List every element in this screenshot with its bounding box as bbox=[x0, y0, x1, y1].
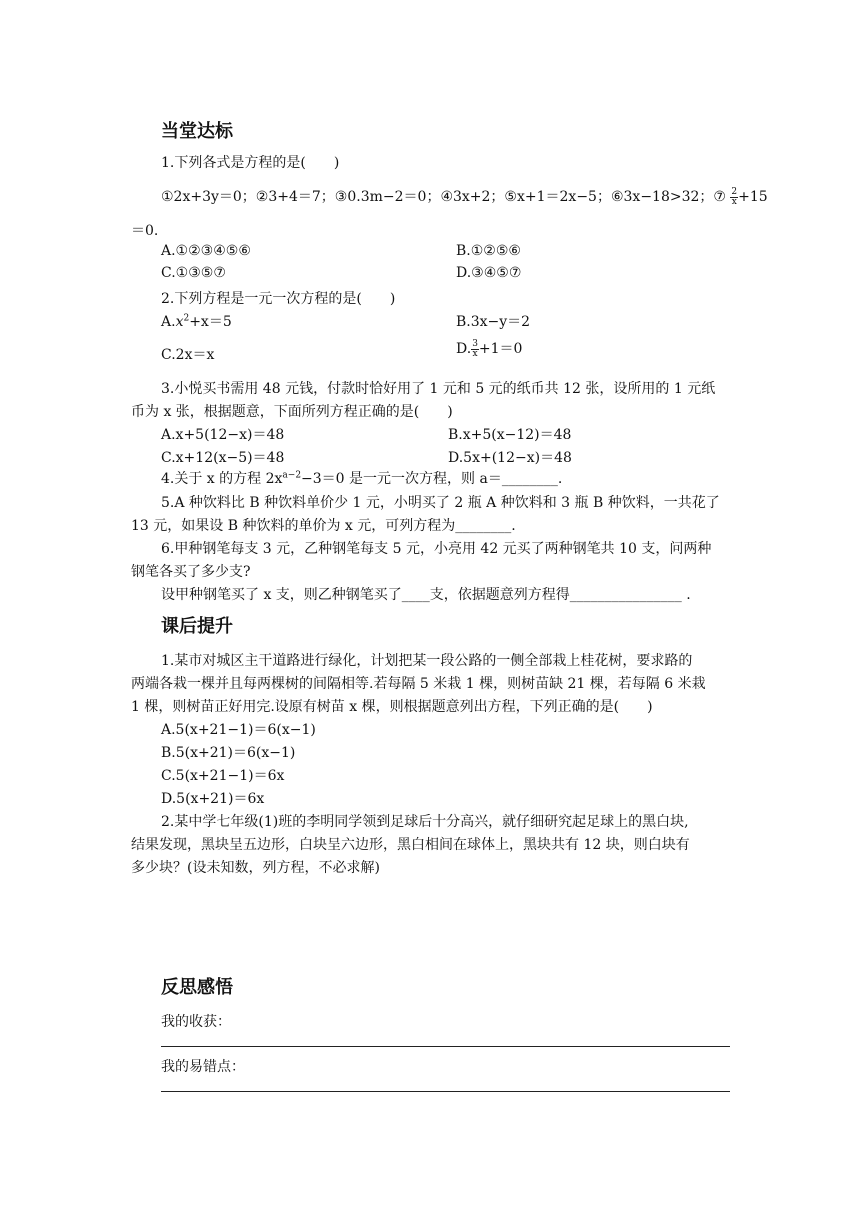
p1-line3: 1 棵，则树苗正好用完.设原有树苗 x 棵，则根据题意列出方程，下列正确的是( ) bbox=[131, 699, 653, 715]
p1-line1: 1.某市对城区主干道路进行绿化，计划把某一段公路的一侧全部栽上桂花树，要求路的 bbox=[161, 653, 693, 669]
q1-option-c: C.①③⑤⑦ bbox=[161, 265, 226, 281]
p2-line3: 多少块？(设未知数，列方程，不必求解) bbox=[131, 860, 380, 876]
gain-answer-line bbox=[161, 1046, 730, 1047]
p1-option-b: B.5(x+21)＝6(x−1) bbox=[161, 745, 296, 761]
q6-line1: 6.甲种钢笔每支 3 元，乙种钢笔每支 5 元，小亮用 42 元买了两种钢笔共 10 支，问两种 bbox=[161, 541, 712, 557]
q1-option-b: B.①②⑤⑥ bbox=[456, 243, 521, 259]
q1-items-tail: +15 bbox=[738, 189, 768, 205]
q2-a-rest: +x＝5 bbox=[189, 314, 232, 330]
section-title-practice: 当堂达标 bbox=[161, 121, 233, 142]
q1-stem: 1.下列各式是方程的是( ) bbox=[161, 155, 340, 171]
q1-items bbox=[161, 186, 768, 207]
q2-a-prefix: A. bbox=[161, 314, 176, 330]
mistake-answer-line bbox=[161, 1091, 730, 1092]
q4-exponent: a−2 bbox=[282, 470, 302, 481]
q2-option-a: $A.x^2+x=5$ bbox=[161, 313, 232, 330]
section-title-after-class: 课后提升 bbox=[161, 616, 233, 637]
p1-option-d: D.5(x+21)＝6x bbox=[161, 791, 265, 807]
q4-prefix: 4.关于 x 的方程 2x bbox=[161, 471, 283, 487]
q3-option-a: A.x+5(12−x)＝48 bbox=[161, 427, 285, 443]
p1-line2: 两端各栽一棵并且每两棵树的间隔相等.若每隔 5 米栽 1 棵，则树苗缺 21 棵，若每隔 6 米栽 bbox=[131, 676, 706, 692]
q2-d-fraction bbox=[471, 340, 479, 359]
q1-frac-num: 2 bbox=[731, 186, 738, 197]
p2-line1: 2.某中学七年级(1)班的李明同学领到足球后十分高兴，就仔细研究起足球上的黑白块, bbox=[161, 814, 689, 830]
q1-option-d: D.③④⑤⑦ bbox=[456, 265, 522, 281]
p1-option-a: A.5(x+21−1)＝6(x−1) bbox=[161, 722, 316, 738]
reflect-gain-label: 我的收获： bbox=[161, 1014, 231, 1030]
q4-rest: −3＝0 是一元一次方程，则 a＝________. bbox=[301, 471, 563, 487]
q2-option-c: C.2x＝x bbox=[161, 347, 215, 363]
q3-option-b: B.x+5(x−12)＝48 bbox=[448, 427, 572, 443]
q2-d-num: 3 bbox=[472, 338, 478, 349]
q3-option-d: D.5x+(12−x)＝48 bbox=[448, 450, 572, 466]
q3-stem-line1: 3.小悦买书需用 48 元钱，付款时恰好用了 1 元和 5 元的纸币共 12 张，设所用的 1 元纸 bbox=[161, 381, 716, 397]
q1-frac-den: x bbox=[731, 196, 737, 207]
q2-d-prefix: D. bbox=[456, 341, 472, 357]
q6-line3: 设甲种钢笔买了 x 支，则乙种钢笔买了____支，依据题意列方程得________________ . bbox=[161, 587, 691, 603]
q2-stem: 2.下列方程是一元一次方程的是( ) bbox=[161, 291, 396, 307]
q2-a-exponent: 2 bbox=[183, 313, 190, 324]
p2-line2: 结果发现，黑块呈五边形，白块呈六边形，黑白相间在球体上，黑块共有 12 块，则白块有 bbox=[131, 837, 690, 853]
section-title-reflection: 反思感悟 bbox=[161, 977, 233, 998]
q4-text bbox=[161, 468, 562, 488]
q1-items-text: ①2x+3y＝0；②3+4＝7；③0.3m−2＝0；④3x+2；⑤x+1＝2x−5；⑥3x−18>32；⑦ bbox=[161, 189, 726, 205]
q3-stem-line2: 币为 x 张，根据题意，下面所列方程正确的是( ) bbox=[131, 404, 453, 420]
q2-d-den: x bbox=[472, 348, 478, 359]
q1-option-a: A.①②③④⑤⑥ bbox=[161, 243, 251, 259]
q2-d-rest: +1＝0 bbox=[478, 341, 523, 357]
p1-option-c: C.5(x+21−1)＝6x bbox=[161, 768, 285, 784]
q1-items-line2: ＝0. bbox=[131, 223, 159, 239]
q6-line2: 钢笔各买了多少支? bbox=[131, 564, 251, 580]
q2-option-d bbox=[456, 338, 522, 359]
q1-fraction bbox=[730, 188, 738, 207]
q2-option-b: B.3x−y＝2 bbox=[456, 314, 531, 330]
q5-line2: 13 元，如果设 B 种饮料的单价为 x 元，可列方程为________. bbox=[131, 518, 516, 534]
reflect-mistake-label: 我的易错点： bbox=[161, 1059, 245, 1075]
q3-option-c: C.x+12(x−5)＝48 bbox=[161, 450, 285, 466]
q5-line1: 5.A 种饮料比 B 种饮料单价少 1 元，小明买了 2 瓶 A 种饮料和 3 瓶 B 种饮料，一共花了 bbox=[161, 495, 720, 511]
